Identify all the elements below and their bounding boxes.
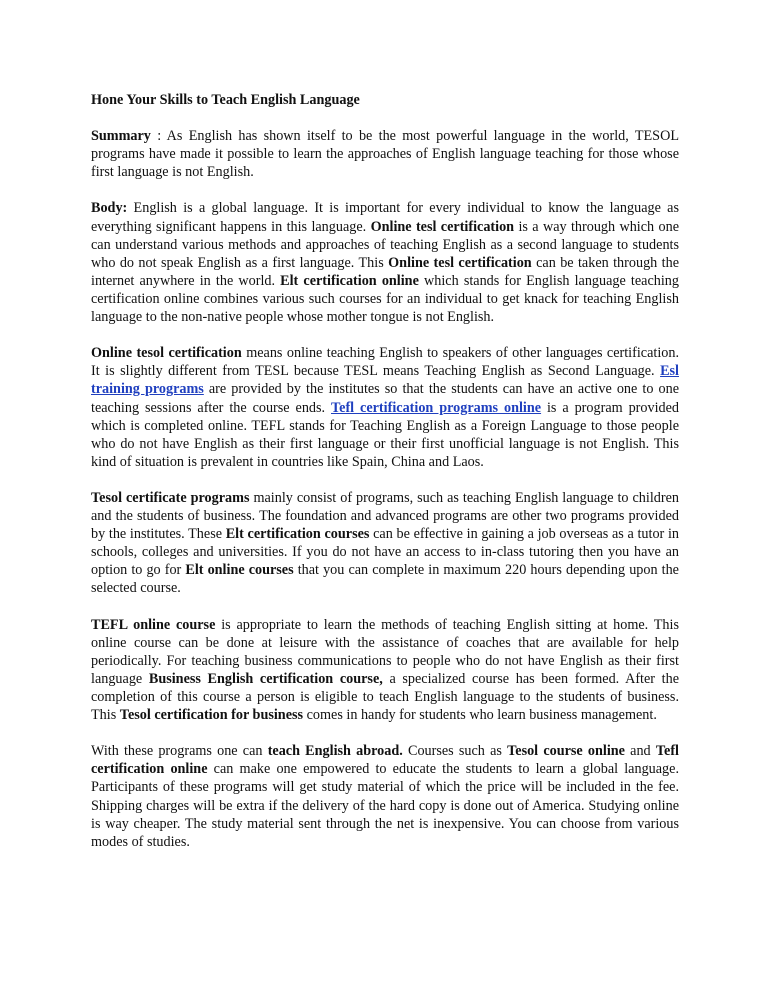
body-text: comes in handy for students who learn business management. (303, 707, 657, 724)
keyword: TEFL online course (91, 616, 216, 633)
body-text: can be taken through the internet anywhere in the world. (91, 254, 679, 289)
body-text: can make one empowered to educate the students to learn a global language. Participants of these programs will get study material of which the price will be included in the fee. Shipping charges will be extra if the delivery of the hard copy is done out of America. Studying online is way cheaper. The study material sent through the net is inexpensive. You can choose from various modes of studies. (91, 761, 679, 850)
keyword: teach English abroad. (267, 743, 403, 760)
body-text: are provided by the institutes so that the students can have an active one to one teaching sessions after the course ends. (91, 381, 679, 416)
body-text: that you can complete in maximum 220 hours depending upon the selected course. (91, 562, 679, 597)
tefl-online-paragraph (91, 616, 679, 725)
body-text: With these programs one can (91, 743, 268, 760)
body-text: is a program provided which is completed online. TEFL stands for Teaching English as a Foreign Language to those people who do not have English as their first language or their first unofficial language is not English. This kind of situation is prevalent in countries like Spain, China and Laos. (91, 399, 680, 470)
document-title: Hone Your Skills to Teach English Language (91, 92, 360, 108)
body-text: and (624, 743, 656, 760)
certificate-programs-paragraph (91, 489, 679, 598)
esl-training-programs-link[interactable]: Esl training programs (91, 363, 679, 398)
keyword: Tesol certification for business (119, 707, 304, 724)
closing-paragraph (91, 742, 679, 851)
keyword: Tesol course online (507, 743, 625, 760)
summary-text: As English has shown itself to be the most powerful language in the world, TESOL programs have made it possible to learn the approaches of English language teaching for those whose first language is not English. (91, 128, 679, 181)
body-label: Body: (91, 200, 128, 217)
body-paragraph (91, 199, 679, 326)
keyword: Online tesol certification (91, 345, 242, 362)
body-text: mainly consist of programs, such as teaching English language to children and the students of business. The foundation and advanced programs are other two programs provided by the institutes. These (91, 489, 679, 543)
keyword: Tefl certification online (91, 743, 679, 778)
document-page (91, 91, 679, 869)
keyword: Elt certification courses (225, 526, 370, 543)
keyword: Tesol certificate programs (91, 489, 250, 506)
body-text: English is a global language. It is important for every individual to know the language as everything significant happens in this language. (91, 200, 679, 235)
keyword: Elt certification online (280, 272, 419, 289)
body-text: a specialized course has been formed. After the completion of this course a person is eligible to teach English language to the students of business. This (91, 670, 679, 724)
tefl-certification-programs-online-link[interactable]: Tefl certification programs online (331, 399, 542, 416)
keyword: Business English certification course, (148, 670, 383, 687)
body-text: means online teaching English to speakers of other languages certification. It is slightly different from TESL because TESL means Teaching English as Second Language. (91, 345, 680, 380)
keyword: Online tesl certification (388, 254, 532, 271)
body-text: is appropriate to learn the methods of teaching English sitting at home. This online course can be done at leisure with the assistance of coaches that are available for help periodically. For teaching business communications to people who do not have English as their first language (91, 616, 679, 687)
body-text: is a way through which one can understand various methods and approaches of teaching English as a second language to students who do not speak English as a first language. This (91, 218, 679, 271)
keyword: Elt online courses (185, 562, 294, 579)
summary-paragraph (91, 127, 679, 181)
summary-label: Summary (91, 128, 151, 145)
body-text: which stands for English language teaching certification online combines various such courses for an individual to get knack for teaching English language to the non-native people whose mother tongue is not English. (91, 272, 679, 326)
summary-separator: : (150, 128, 167, 145)
tesol-paragraph (91, 344, 679, 471)
body-text: Courses such as (402, 743, 508, 760)
body-text: can be effective in gaining a job overseas as a tutor in schools, colleges and universities. If you do not have an access to in-class tutoring then you have an option to go for (91, 526, 679, 579)
keyword: Online tesl certification (370, 218, 515, 235)
